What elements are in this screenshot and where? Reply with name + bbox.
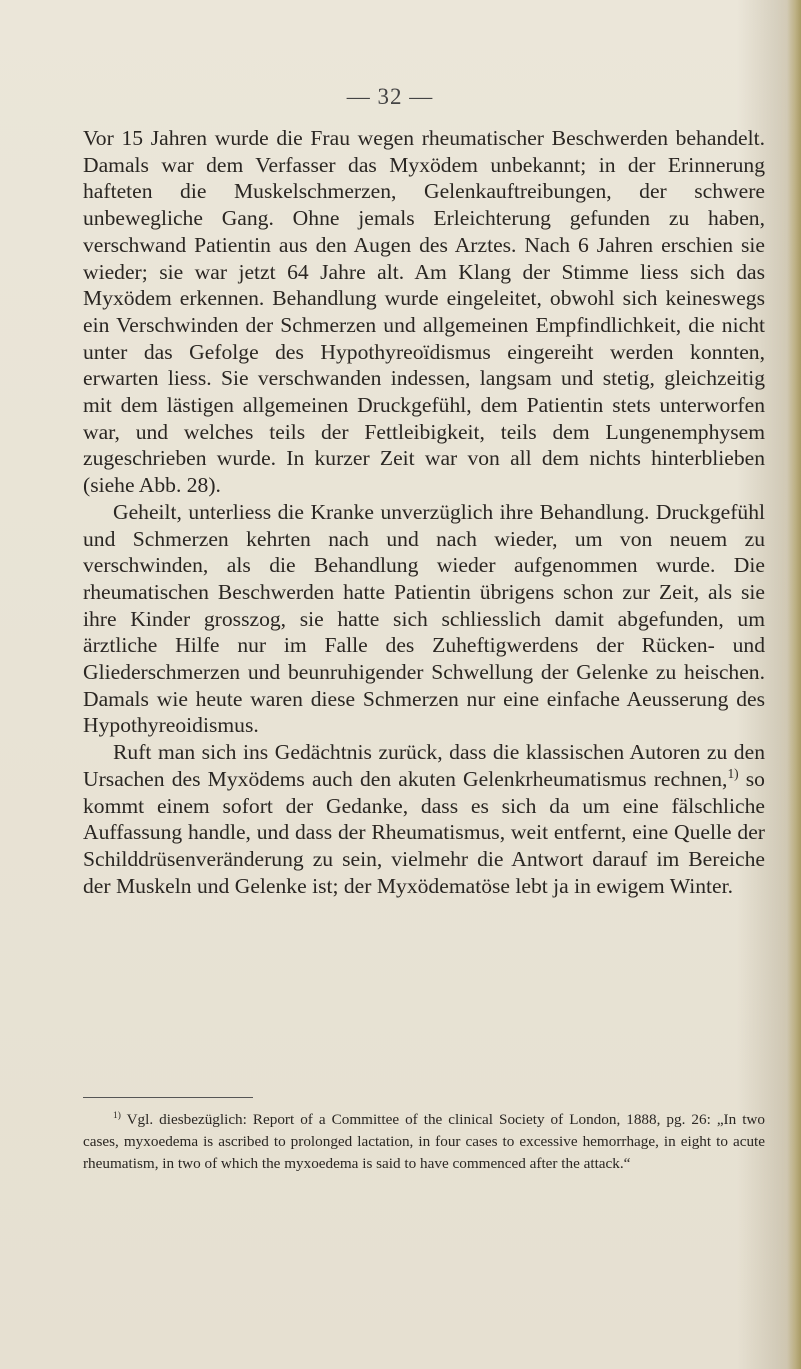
footnote-reference: 1) (727, 765, 739, 781)
page-number: — 32 — (346, 84, 434, 109)
body-text (83, 125, 765, 899)
paragraph-1: Vor 15 Jahren wurde die Frau wegen rheumatischer Beschwerden behandelt. Damals war dem Verfasser das Myxödem unbekannt; in der Erinnerung hafteten die Muskelschmerzen, Gelenkauftreibungen, der schwere unbewegliche Gang. Ohne jemals Erleichterung gefunden zu haben, verschwand Patientin aus den Augen des Arztes. Nach 6 Jahren erschien sie wieder; sie war jetzt 64 Jahre alt. Am Klang der Stimme liess sich das Myxödem erkennen. Behandlung wurde eingeleitet, obwohl sich keineswegs ein Verschwinden der Schmerzen und allgemeinen Empfindlichkeit, die nicht unter das Gefolge des Hypothyreoïdismus eingereiht werden konnten, erwarten liess. Sie verschwanden indessen, langsam und stetig, gleichzeitig mit dem lästigen allgemeinen Druckgefühl, dem Patientin stets unterworfen war, und welches teils der Fettleibigkeit, teils dem Lungenemphysem zugeschrieben wurde. In kurzer Zeit war von all dem nichts hinterblieben (siehe Abb. 28). (83, 126, 765, 498)
footnote-1 (83, 1109, 765, 1175)
footnotes (83, 1109, 765, 1175)
paragraph-3 (83, 739, 765, 899)
page-edge-shadow (787, 0, 801, 1369)
paragraph-3-text-end: so kommt einem sofort der Gedanke, dass es sich da um eine fälschliche Auffassung handle, und dass der Rheumatismus, weit entfernt, eine Quelle der Schilddrüsenveränderung zu sein, vielmehr die Antwort darauf im Bereiche der Muskeln und Gelenke ist; der Myxödematöse lebt ja in ewigem Winter. (83, 766, 765, 898)
footnote-marker: 1) (113, 1110, 121, 1121)
paragraph-2: Geheilt, unterliess die Kranke unverzüglich ihre Behandlung. Druckgefühl und Schmerzen kehrten nach und nach wieder, um von neuem zu verschwinden, als die Behandlung wieder aufgenommen wurde. Die rheumatischen Beschwerden hatte Patientin übrigens schon zur Zeit, als sie ihre Kinder grosszog, sie hatte sich schliesslich damit abgefunden, um ärztliche Hilfe nur im Falle des Zuheftigwerdens der Rücken- und Gliederschmerzen und beunruhigender Schwellung der Gelenke zu heischen. Damals wie heute waren diese Schmerzen nur eine einfache Aeusserung des Hypothyreoidismus. (83, 499, 765, 738)
footnote-divider (83, 1097, 253, 1098)
paragraph-3-text-start: Ruft man sich ins Gedächtnis zurück, dass die klassischen Autoren zu den Ursachen des Myxödems auch den akuten Gelenkrheumatismus rechnen, (83, 740, 765, 791)
footnote-text: Vgl. diesbezüglich: Report of a Committee of the clinical Society of London, 1888, pg. 26: „In two cases, myxoedema is ascribed to prolonged lactation, in four cases to excessive hemorrhage, in eight to acute rheumatism, in two of which the myxoedema is said to have commenced after the attack.“ (83, 1111, 765, 1172)
